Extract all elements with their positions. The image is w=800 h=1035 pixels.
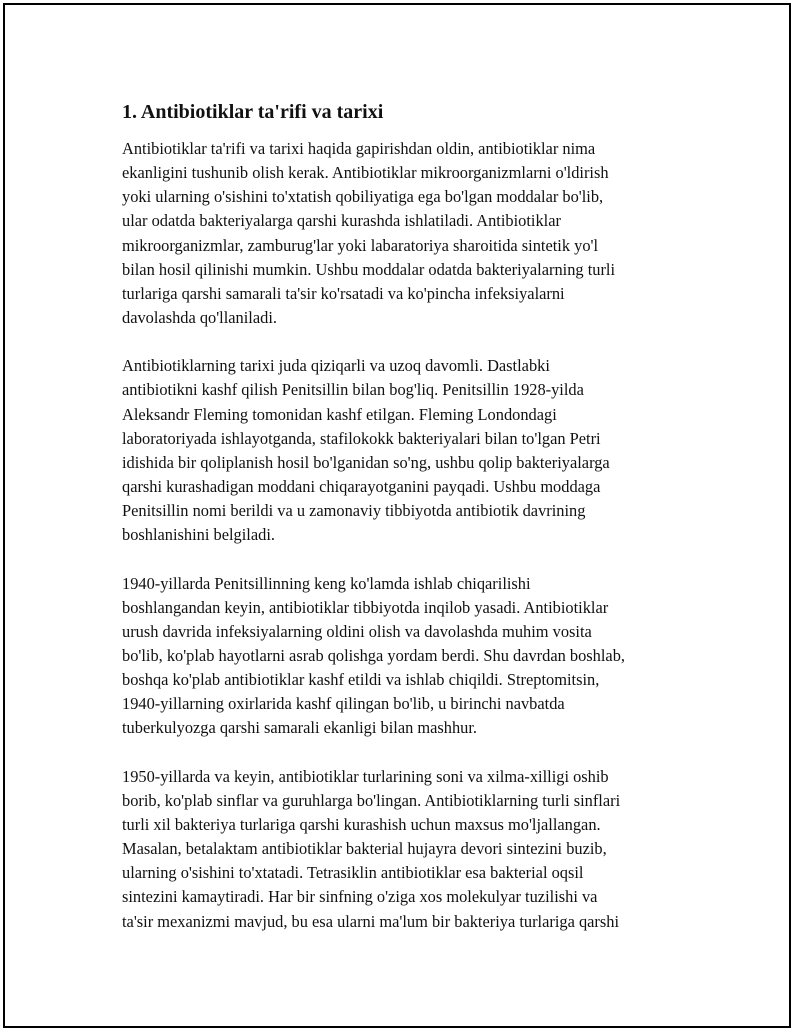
paragraph bbox=[122, 572, 692, 741]
paragraph-line: bilan hosil qilinishi mumkin. Ushbu moddalar odatda bakteriyalarning turli bbox=[122, 259, 616, 279]
paragraph-line: qarshi kurashadigan moddani chiqarayotganini payqadi. Ushbu moddaga bbox=[122, 477, 601, 497]
paragraph-line: turli xil bakteriya turlariga qarshi kurashish uchun maxsus mo'ljallangan. bbox=[122, 814, 601, 834]
paragraph-line: Antibiotiklarning tarixi juda qiziqarli va uzoq davomli. Dastlabki bbox=[122, 356, 550, 376]
paragraph-line: boshlangandan keyin, antibiotiklar tibbiyotda inqilob yasadi. Antibiotiklar bbox=[122, 597, 609, 617]
paragraph-line: mikroorganizmlar, zamburug'lar yoki labaratoriya sharoitida sintetik yo'l bbox=[122, 235, 599, 255]
paragraph-line: boshqa ko'plab antibiotiklar kashf etildi va ishlab chiqildi. Streptomitsin, bbox=[122, 670, 600, 690]
page-frame bbox=[3, 3, 791, 1028]
paragraph-line: ta'sir mexanizmi mavjud, bu esa ularni ma'lum bir bakteriya turlariga qarshi bbox=[122, 911, 620, 931]
paragraph bbox=[122, 354, 692, 547]
paragraph bbox=[122, 137, 692, 330]
paragraph-line: sintezini kamaytiradi. Har bir sinfning o'ziga xos molekulyar tuzilishi va bbox=[122, 887, 598, 907]
paragraph-line: urush davrida infeksiyalarning oldini olish va davolashda muhim vosita bbox=[122, 621, 592, 641]
paragraph-line: Masalan, betalaktam antibiotiklar bakterial hujayra devori sintezini buzib, bbox=[122, 839, 607, 859]
paragraph-line: bo'lib, ko'plab hayotlarni asrab qolishga yordam berdi. Shu davrdan boshlab, bbox=[122, 645, 625, 665]
paragraph-line: 1940-yillarda Penitsillinning keng ko'lamda ishlab chiqarilishi bbox=[122, 573, 531, 593]
section-heading: 1. Antibiotiklar ta'rifi va tarixi bbox=[122, 101, 384, 123]
paragraph-line: Antibiotiklar ta'rifi va tarixi haqida gapirishdan oldin, antibiotiklar nima bbox=[122, 139, 596, 158]
paragraph-line: boshlanishini belgiladi. bbox=[122, 525, 275, 545]
paragraph-line: davolashda qo'llaniladi. bbox=[122, 308, 277, 328]
paragraph-line: ular odatda bakteriyalarga qarshi kurashda ishlatiladi. Antibiotiklar bbox=[122, 211, 561, 231]
paragraph-line: yoki ularning o'sishini to'xtatish qobiliyatiga ega bo'lgan moddalar bo'lib, bbox=[122, 187, 604, 207]
paragraph-line: ekanligini tushunib olish kerak. Antibiotiklar mikroorganizmlarni o'ldirish bbox=[122, 163, 609, 183]
paragraph-line: borib, ko'plab sinflar va guruhlarga bo'lingan. Antibiotiklarning turli sinflari bbox=[122, 790, 621, 810]
paragraph-line: tuberkulyozga qarshi samarali ekanligi bilan mashhur. bbox=[122, 718, 478, 738]
paragraph-line: idishida bir qoliplanish hosil bo'lganidan so'ng, ushbu qolip bakteriyalarga bbox=[122, 452, 610, 472]
paragraph-line: 1940-yillarning oxirlarida kashf qilingan bo'lib, u birinchi navbatda bbox=[122, 694, 565, 714]
paragraph bbox=[122, 765, 692, 934]
document-body bbox=[122, 99, 692, 958]
paragraph-line: 1950-yillarda va keyin, antibiotiklar turlarining soni va xilma-xilligi oshib bbox=[122, 766, 609, 786]
paragraph-line: ularning o'sishini to'xtatadi. Tetrasiklin antibiotiklar esa bakterial oqsil bbox=[122, 863, 584, 883]
paragraph-list bbox=[122, 137, 692, 934]
paragraph-line: Aleksandr Fleming tomonidan kashf etilgan. Fleming Londondagi bbox=[122, 404, 557, 424]
paragraph-line: turlariga qarshi samarali ta'sir ko'rsatadi va ko'pincha infeksiyalarni bbox=[122, 283, 565, 303]
paragraph-line: Penitsillin nomi berildi va u zamonaviy tibbiyotda antibiotik davrining bbox=[122, 501, 586, 521]
paragraph-line: laboratoriyada ishlayotganda, stafilokokk bakteriyalari bilan to'lgan Petri bbox=[122, 428, 601, 448]
paragraph-line: antibiotikni kashf qilish Penitsillin bilan bog'liq. Penitsillin 1928-yilda bbox=[122, 380, 584, 400]
